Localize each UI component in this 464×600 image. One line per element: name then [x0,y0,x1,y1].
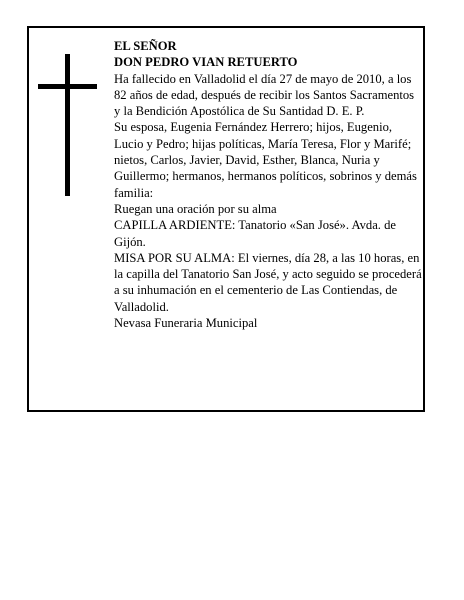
family-list: Su esposa, Eugenia Fernández Herrero; hijos, Eugenio, Lucio y Pedro; hijas políticas, María Teresa, Flor y Marifé; nietos, Carlos, Javier, David, Esther, Blanca, Nuria y Guillermo; hermanos, hermanos políticos, sobrinos y demás familia: [114,120,417,200]
cross-icon-bar [38,84,97,89]
obituary-text [114,38,422,331]
prayer-request: Ruegan una oración por su alma [114,201,277,216]
title-line-1: EL SEÑOR [114,39,177,53]
cross-icon [65,54,70,196]
mass-details: MISA POR SU ALMA: El viernes, día 28, a las 10 horas, en la capilla del Tanatorio San José, y acto seguido se procederá a su inhumación en el cementerio de Las Contiendas, de Valladolid. [114,250,422,314]
funeral-home: Nevasa Funeraria Municipal [114,316,258,331]
deceased-name: DON PEDRO VIAN RETUERTO [114,55,298,70]
death-announcement: Ha fallecido en Valladolid el día 27 de mayo de 2010, a los 82 años de edad, después de recibir los Santos Sacramentos y la Bendición Apostólica de Su Santidad D. E. P. [114,71,415,119]
funeral-chapel: CAPILLA ARDIENTE: Tanatorio «San José». Avda. de Gijón. [114,218,396,249]
